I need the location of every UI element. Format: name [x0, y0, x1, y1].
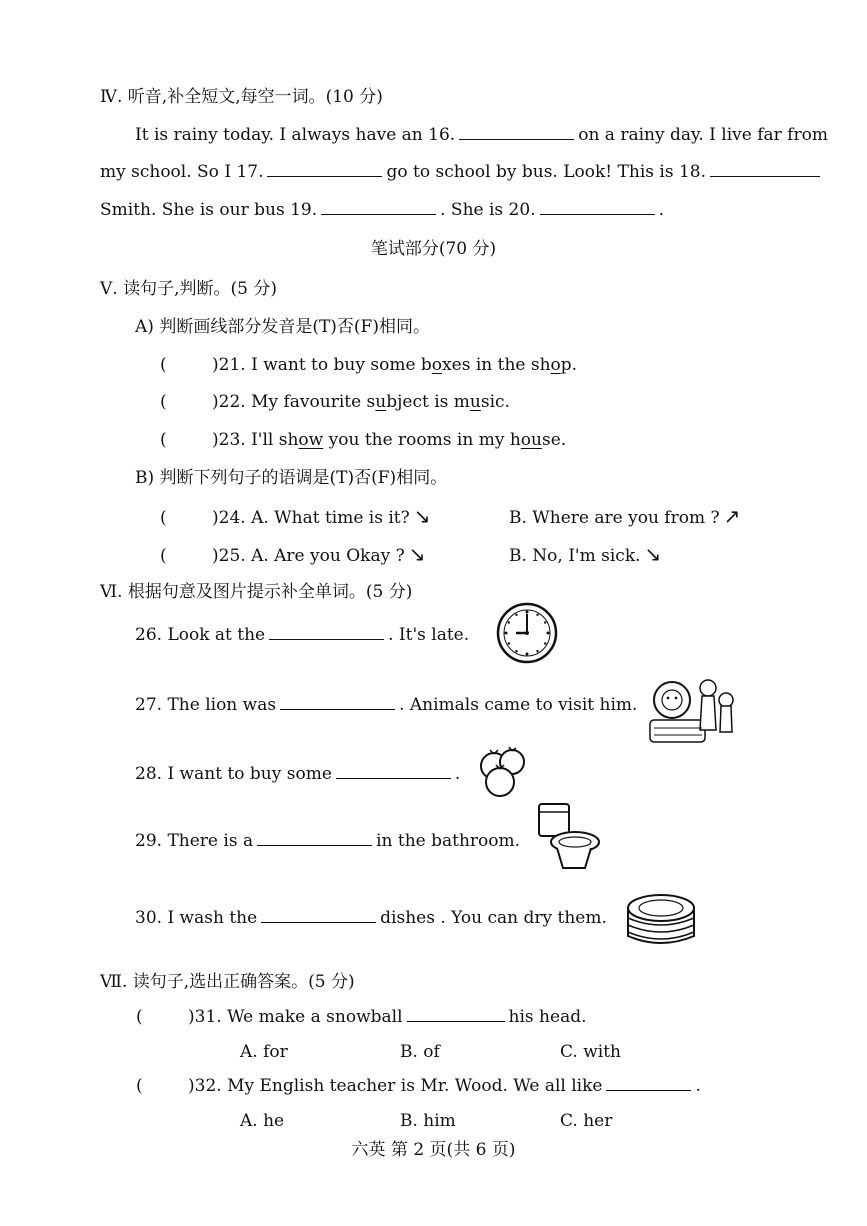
q-text: 28. I want to buy some — [135, 764, 332, 784]
q-text: dishes . You can dry them. — [380, 908, 607, 928]
option-32-c[interactable]: C. her — [560, 1111, 613, 1131]
question-31 — [136, 1006, 587, 1028]
question-27 — [135, 694, 637, 716]
passage-text: my school. So I 17. — [100, 162, 264, 182]
question-26 — [135, 624, 469, 646]
blank-26[interactable] — [269, 625, 384, 640]
falling-arrow-icon: ↘ — [413, 504, 431, 528]
question-22 — [160, 391, 510, 413]
passage-line-1 — [135, 124, 828, 146]
question-21 — [160, 354, 577, 376]
q-text: sic. — [480, 392, 510, 412]
answer-paren[interactable]: ( — [136, 1076, 143, 1096]
answer-paren[interactable]: ( — [160, 355, 167, 375]
passage-text: go to school by bus. Look! This is 18. — [386, 162, 706, 182]
blank-32[interactable] — [606, 1076, 691, 1091]
falling-arrow-icon: ↘ — [644, 542, 662, 566]
falling-arrow-icon: ↘ — [408, 542, 426, 566]
written-part-title: 笔试部分(70 分) — [370, 239, 497, 259]
passage-text: Smith. She is our bus 19. — [100, 200, 318, 220]
tomatoes-icon — [474, 742, 532, 800]
blank-19[interactable] — [321, 200, 436, 215]
q-text: )23. I'll sh — [212, 430, 299, 450]
question-25 — [160, 543, 425, 567]
q-text: p. — [560, 355, 578, 375]
q-text: . Animals came to visit him. — [399, 695, 638, 715]
passage-line-2 — [100, 161, 824, 183]
passage-line-3 — [100, 199, 664, 221]
blank-30[interactable] — [261, 908, 376, 923]
underlined-letter: ou — [520, 430, 542, 450]
q-text: . — [695, 1076, 701, 1096]
stack-of-dishes-icon — [624, 888, 698, 948]
q-text: . — [454, 764, 461, 784]
q-text: )31. We make a snowball — [188, 1007, 403, 1027]
passage-text: . — [658, 200, 664, 220]
q-text: bject is m — [386, 392, 470, 412]
passage-text: on a rainy day. I live far from — [578, 125, 828, 145]
q-text: 30. I wash the — [135, 908, 258, 928]
clock-icon — [496, 602, 558, 664]
answer-paren[interactable]: ( — [160, 508, 167, 528]
blank-17[interactable] — [267, 162, 382, 177]
underlined-letter: ow — [298, 430, 324, 450]
underlined-letter: u — [469, 392, 481, 412]
part-a-title: A) 判断画线部分发音是(T)否(F)相同。 — [135, 317, 430, 337]
option-31-c[interactable]: C. with — [560, 1042, 621, 1062]
q-text: B. No, I'm sick. — [509, 546, 641, 566]
q-text: 27. The lion was — [135, 695, 277, 715]
question-28 — [135, 763, 460, 785]
question-24-b — [509, 505, 740, 529]
section-7-title: Ⅶ. 读句子,选出正确答案。(5 分) — [100, 972, 355, 992]
option-31-b[interactable]: B. of — [400, 1042, 440, 1062]
blank-16[interactable] — [459, 125, 574, 140]
blank-18[interactable] — [710, 162, 820, 177]
q-text: 26. Look at the — [135, 625, 266, 645]
question-23 — [160, 429, 566, 451]
blank-28[interactable] — [336, 764, 451, 779]
sick-lion-animals-icon — [642, 670, 740, 745]
option-32-a[interactable]: A. he — [240, 1111, 285, 1131]
blank-29[interactable] — [257, 831, 372, 846]
part-b-title: B) 判断下列句子的语调是(T)否(F)相同。 — [135, 468, 448, 488]
q-text: )25. A. Are you Okay ? — [212, 546, 405, 566]
rising-arrow-icon: ↗ — [723, 504, 741, 528]
q-text: 29. There is a — [135, 831, 254, 851]
question-29 — [135, 830, 520, 852]
question-25-b — [509, 543, 661, 567]
question-32 — [136, 1075, 701, 1097]
blank-31[interactable] — [407, 1007, 505, 1022]
answer-paren[interactable]: ( — [160, 546, 167, 566]
q-text: . It's late. — [388, 625, 470, 645]
answer-paren[interactable]: ( — [136, 1007, 143, 1027]
option-32-b[interactable]: B. him — [400, 1111, 456, 1131]
section-5-title: Ⅴ. 读句子,判断。(5 分) — [100, 279, 277, 299]
q-text: )21. I want to buy some b — [212, 355, 432, 375]
q-text: his head. — [508, 1007, 587, 1027]
q-text: se. — [541, 430, 567, 450]
q-text: you the rooms in my h — [323, 430, 521, 450]
q-text: in the bathroom. — [376, 831, 521, 851]
q-text: B. Where are you from ? — [509, 508, 720, 528]
section-4-title: Ⅳ. 听音,补全短文,每空一词。(10 分) — [100, 87, 383, 107]
underlined-letter: o — [550, 355, 561, 375]
q-text: xes in the sh — [442, 355, 551, 375]
answer-paren[interactable]: ( — [160, 392, 167, 412]
toilet-icon — [535, 800, 603, 872]
question-30 — [135, 907, 607, 929]
answer-paren[interactable]: ( — [160, 430, 167, 450]
blank-27[interactable] — [280, 695, 395, 710]
section-6-title: Ⅵ. 根据句意及图片提示补全单词。(5 分) — [100, 582, 413, 602]
q-text: )22. My favourite s — [212, 392, 376, 412]
passage-text: . She is 20. — [440, 200, 536, 220]
option-31-a[interactable]: A. for — [240, 1042, 288, 1062]
page-footer: 六英 第 2 页(共 6 页) — [351, 1140, 516, 1160]
underlined-letter: u — [375, 392, 387, 412]
q-text: )24. A. What time is it? — [212, 508, 410, 528]
passage-text: It is rainy today. I always have an 16. — [135, 125, 456, 145]
underlined-letter: o — [431, 355, 443, 375]
q-text: )32. My English teacher is Mr. Wood. We all like — [188, 1076, 603, 1096]
blank-20[interactable] — [540, 200, 655, 215]
question-24 — [160, 505, 431, 529]
